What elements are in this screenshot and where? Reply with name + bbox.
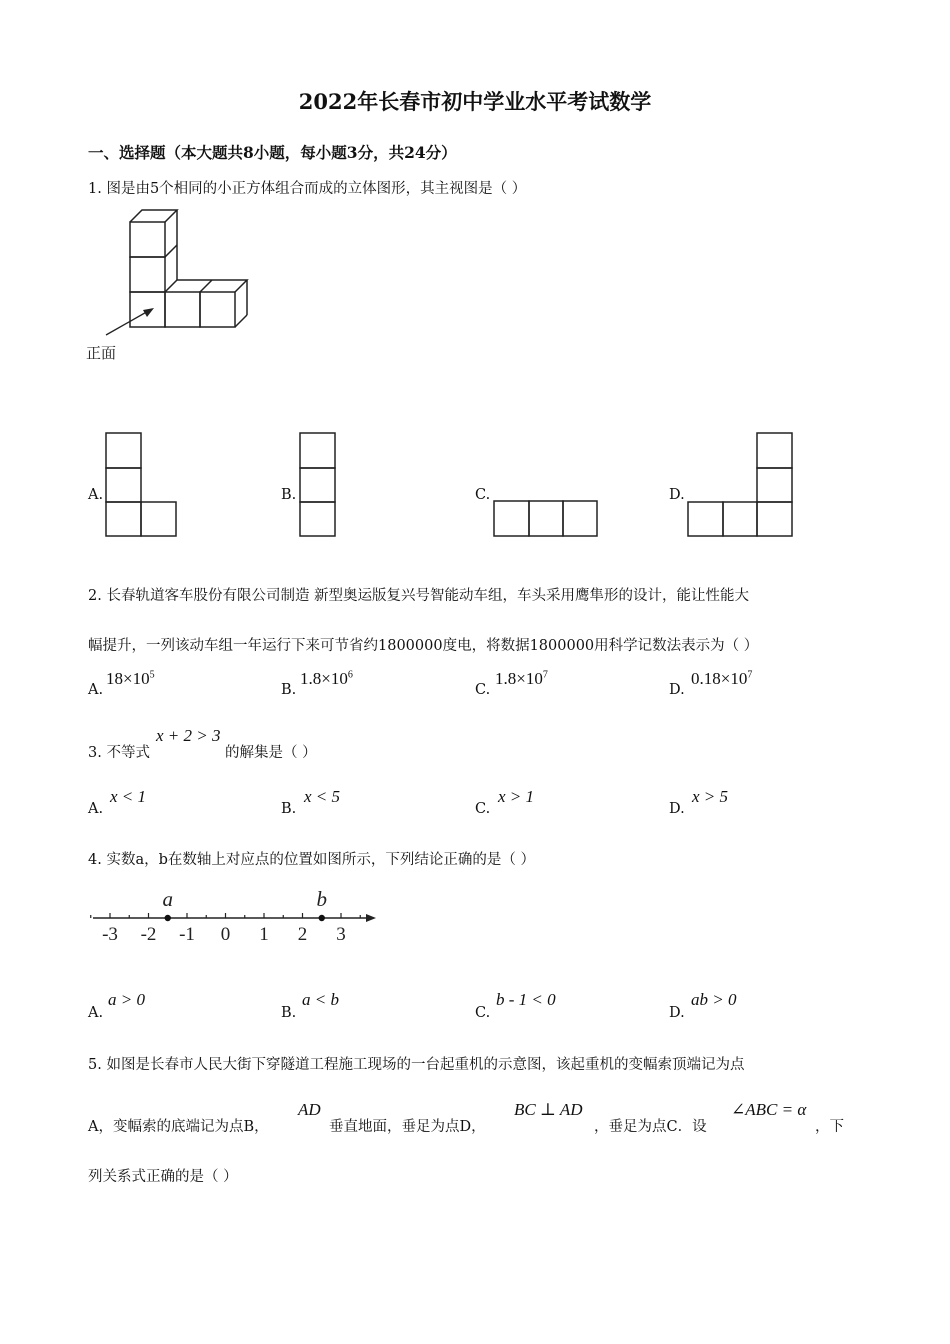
q4-option-b-label[interactable]: B. bbox=[281, 1005, 297, 1021]
question-4-text: 4. 实数a，b在数轴上对应点的位置如图所示，下列结论正确的是（ ） bbox=[88, 852, 535, 868]
number-line bbox=[88, 880, 383, 950]
number-line-point-a bbox=[165, 915, 171, 921]
cube-front-face bbox=[165, 292, 200, 327]
cube-front-face bbox=[200, 292, 235, 327]
q2-option-c-label[interactable]: C. bbox=[475, 682, 491, 698]
q3-inequality: x + 2 > 3 bbox=[156, 726, 221, 745]
cube-front-face bbox=[130, 222, 165, 257]
cube-front-face bbox=[130, 257, 165, 292]
q2-option-a-label[interactable]: A. bbox=[88, 682, 104, 698]
question-3-suffix: 的解集是（ ） bbox=[225, 745, 317, 761]
number-line-arrow bbox=[366, 914, 376, 922]
q1-option-b-figure bbox=[299, 432, 337, 538]
page-title: 2022年长春市初中学业水平考试数学 bbox=[298, 89, 652, 114]
q2-option-d-expr: $0.18\times 10^7$ bbox=[691, 669, 753, 688]
q1-option-c-label[interactable]: C. bbox=[475, 487, 491, 503]
question-5-line-1: 5. 如图是长春市人民大街下穿隧道工程施工现场的一台起重机的示意图，该起重机的变幅索顶端记为点 bbox=[88, 1057, 745, 1073]
question-2-line-2: 幅提升，一列该动车组一年运行下来可节省约1800000度电，将数据1800000用科学记数法表示为（ ） bbox=[88, 638, 759, 654]
number-line-tick-label: 3 bbox=[336, 924, 346, 945]
number-line-point-b bbox=[319, 915, 325, 921]
section-heading: 一、选择题（本大题共8小题，每小题3分，共24分） bbox=[88, 143, 457, 162]
question-5-line-2c: ，垂足为点C．设 bbox=[594, 1119, 707, 1135]
q1-option-a-figure bbox=[105, 432, 179, 538]
q3-option-d-label[interactable]: D. bbox=[669, 801, 685, 817]
q4-option-d-expr: ab > 0 bbox=[691, 990, 737, 1009]
number-line-point-label-b: b bbox=[316, 887, 327, 911]
q4-option-d-label[interactable]: D. bbox=[669, 1005, 685, 1021]
q4-option-c-expr: b - 1 < 0 bbox=[496, 990, 556, 1009]
q1-option-d-label[interactable]: D. bbox=[669, 487, 685, 503]
q2-option-d-label[interactable]: D. bbox=[669, 682, 685, 698]
question-2-line-1: 2. 长春轨道客车股份有限公司制造 新型奥运版复兴号智能动车组，车头采用鹰隼形的设计，能让性能大 bbox=[88, 588, 750, 604]
q4-option-b-expr: a < b bbox=[302, 990, 339, 1009]
q2-option-b-label[interactable]: B. bbox=[281, 682, 297, 698]
q3-option-a-expr: x < 1 bbox=[110, 787, 147, 806]
q1-option-d-figure bbox=[687, 432, 795, 538]
q2-option-a-expr: $18\times 10^5$ bbox=[106, 669, 155, 688]
number-line-tick-label: 2 bbox=[297, 924, 308, 945]
q3-option-d-expr: x > 5 bbox=[692, 787, 729, 806]
q4-option-a-label[interactable]: A. bbox=[88, 1005, 104, 1021]
q4-option-a-expr: a > 0 bbox=[108, 990, 145, 1009]
question-5-line-2a: A，变幅索的底端记为点B， bbox=[88, 1119, 269, 1135]
question-3-prefix: 3. 不等式 bbox=[88, 745, 150, 761]
q5-math-ad: AD bbox=[298, 1100, 321, 1119]
number-line-tick-label: 0 bbox=[220, 924, 231, 945]
q2-option-b-expr: $1.8\times 10^6$ bbox=[300, 669, 353, 688]
q3-option-a-label[interactable]: A. bbox=[88, 801, 104, 817]
q3-option-b-label[interactable]: B. bbox=[281, 801, 297, 817]
q1-option-b-label[interactable]: B. bbox=[281, 487, 297, 503]
number-line-point-label-a: a bbox=[162, 887, 173, 911]
q4-option-c-label[interactable]: C. bbox=[475, 1005, 491, 1021]
front-label: 正面 bbox=[86, 346, 117, 362]
q1-option-a-label[interactable]: A. bbox=[88, 487, 104, 503]
q2-option-c-expr: $1.8\times 10^7$ bbox=[495, 669, 548, 688]
question-5-line-2d: ，下 bbox=[815, 1119, 844, 1135]
q1-solid-figure bbox=[80, 204, 260, 369]
number-line-tick-label: -3 bbox=[102, 924, 118, 945]
question-5-line-3: 列关系式正确的是（ ） bbox=[88, 1169, 238, 1185]
question-5-line-2b: 垂直地面，垂足为点D， bbox=[329, 1119, 486, 1135]
question-1-text: 1. 图是由5个相同的小正方体组合而成的立体图形，其主视图是（ ） bbox=[88, 181, 527, 197]
number-line-tick-label: -2 bbox=[140, 924, 157, 945]
q1-option-c-figure bbox=[493, 500, 600, 538]
number-line-tick-label: 1 bbox=[259, 924, 269, 945]
q5-math-perpendicular: BC ⊥ AD bbox=[514, 1100, 583, 1119]
q3-option-b-expr: x < 5 bbox=[304, 787, 341, 806]
q3-option-c-expr: x > 1 bbox=[498, 787, 535, 806]
q3-option-c-label[interactable]: C. bbox=[475, 801, 491, 817]
q5-math-angle: ∠ABC = α bbox=[731, 1100, 807, 1119]
number-line-tick-label: -1 bbox=[179, 924, 195, 945]
